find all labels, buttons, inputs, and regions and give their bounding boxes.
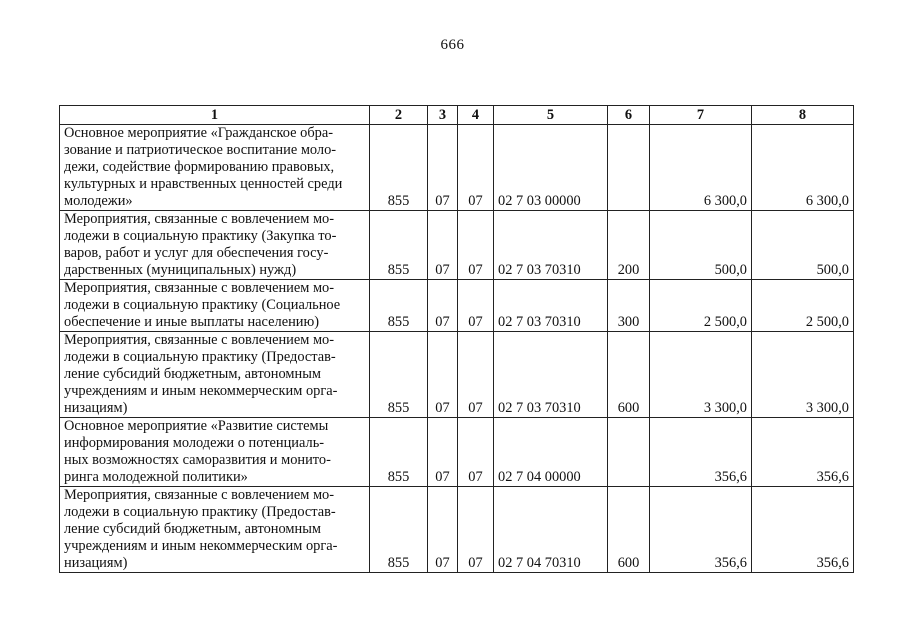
cell-section-code: 07 (428, 125, 458, 211)
budget-table (59, 105, 854, 573)
description-line: Основное мероприятие «Развитие системы (64, 418, 329, 434)
cell-amount-total: 3 300,0 (752, 332, 854, 418)
cell-subsection-code: 07 (458, 418, 494, 487)
description-line: варов, работ и услуг для обеспечения госу- (64, 245, 329, 261)
cell-target-article: 02 7 03 70310 (494, 332, 608, 418)
cell-section-code: 07 (428, 332, 458, 418)
column-header: 3 (428, 106, 458, 125)
description-line: ление субсидий бюджетным, автономным (64, 366, 321, 382)
row-description (60, 487, 370, 573)
cell-amount-total: 500,0 (752, 211, 854, 280)
cell-amount: 2 500,0 (650, 280, 752, 332)
description-line: зование и патриотическое воспитание моло- (64, 142, 337, 158)
column-header: 6 (608, 106, 650, 125)
cell-section-code: 07 (428, 418, 458, 487)
description-line: дежи, содействие формированию правовых, (64, 159, 335, 175)
cell-amount-total: 2 500,0 (752, 280, 854, 332)
description-line: информирования молодежи о потенциаль- (64, 435, 325, 451)
cell-expense-type: 600 (608, 487, 650, 573)
description-line: культурных и нравственных ценностей среди (64, 176, 343, 192)
description-line: обеспечение и иные выплаты населению) (64, 314, 320, 330)
cell-expense-type (608, 125, 650, 211)
description-line: Мероприятия, связанные с вовлечением мо- (64, 332, 335, 348)
description-line: ринга молодежной политики» (64, 469, 248, 485)
column-header: 1 (60, 106, 370, 125)
cell-amount-total: 356,6 (752, 487, 854, 573)
cell-administrator-code: 855 (370, 211, 428, 280)
cell-target-article: 02 7 03 70310 (494, 211, 608, 280)
table-row (60, 211, 854, 280)
cell-expense-type: 600 (608, 332, 650, 418)
cell-administrator-code: 855 (370, 125, 428, 211)
description-line: Основное мероприятие «Гражданское обра- (64, 125, 334, 141)
column-header: 7 (650, 106, 752, 125)
cell-subsection-code: 07 (458, 125, 494, 211)
row-description (60, 125, 370, 211)
description-line: низациям) (64, 400, 128, 416)
table-row (60, 487, 854, 573)
cell-amount: 356,6 (650, 487, 752, 573)
description-line: лодежи в социальную практику (Социальное (64, 297, 341, 313)
page-number: 666 (440, 37, 465, 53)
cell-administrator-code: 855 (370, 332, 428, 418)
cell-section-code: 07 (428, 487, 458, 573)
cell-subsection-code: 07 (458, 332, 494, 418)
cell-amount: 356,6 (650, 418, 752, 487)
cell-administrator-code: 855 (370, 280, 428, 332)
description-line: лодежи в социальную практику (Предостав- (64, 349, 336, 365)
description-line: ных возможностях саморазвития и монито- (64, 452, 331, 468)
cell-expense-type: 300 (608, 280, 650, 332)
description-line: ление субсидий бюджетным, автономным (64, 521, 321, 537)
cell-subsection-code: 07 (458, 280, 494, 332)
cell-amount-total: 6 300,0 (752, 125, 854, 211)
row-description (60, 211, 370, 280)
cell-target-article: 02 7 03 70310 (494, 280, 608, 332)
column-header: 2 (370, 106, 428, 125)
description-line: молодежи» (64, 193, 133, 209)
table-row (60, 125, 854, 211)
column-header: 5 (494, 106, 608, 125)
cell-expense-type: 200 (608, 211, 650, 280)
cell-amount: 3 300,0 (650, 332, 752, 418)
cell-section-code: 07 (428, 280, 458, 332)
cell-target-article: 02 7 04 00000 (494, 418, 608, 487)
description-line: Мероприятия, связанные с вовлечением мо- (64, 487, 335, 503)
description-line: Мероприятия, связанные с вовлечением мо- (64, 280, 335, 296)
cell-section-code: 07 (428, 211, 458, 280)
cell-amount: 500,0 (650, 211, 752, 280)
cell-amount-total: 356,6 (752, 418, 854, 487)
column-header: 4 (458, 106, 494, 125)
cell-subsection-code: 07 (458, 487, 494, 573)
description-line: лодежи в социальную практику (Закупка то- (64, 228, 337, 244)
row-description (60, 418, 370, 487)
description-line: низациям) (64, 555, 128, 571)
cell-subsection-code: 07 (458, 211, 494, 280)
description-line: дарственных (муниципальных) нужд) (64, 262, 297, 278)
table-row (60, 332, 854, 418)
table-row (60, 280, 854, 332)
row-description (60, 332, 370, 418)
header-row (60, 106, 854, 125)
table-row (60, 418, 854, 487)
cell-expense-type (608, 418, 650, 487)
cell-amount: 6 300,0 (650, 125, 752, 211)
description-line: учреждениям и иным некоммерческим орга- (64, 383, 338, 399)
cell-target-article: 02 7 04 70310 (494, 487, 608, 573)
cell-target-article: 02 7 03 00000 (494, 125, 608, 211)
cell-administrator-code: 855 (370, 418, 428, 487)
description-line: лодежи в социальную практику (Предостав- (64, 504, 336, 520)
description-line: учреждениям и иным некоммерческим орга- (64, 538, 338, 554)
cell-administrator-code: 855 (370, 487, 428, 573)
row-description (60, 280, 370, 332)
description-line: Мероприятия, связанные с вовлечением мо- (64, 211, 335, 227)
column-header: 8 (752, 106, 854, 125)
